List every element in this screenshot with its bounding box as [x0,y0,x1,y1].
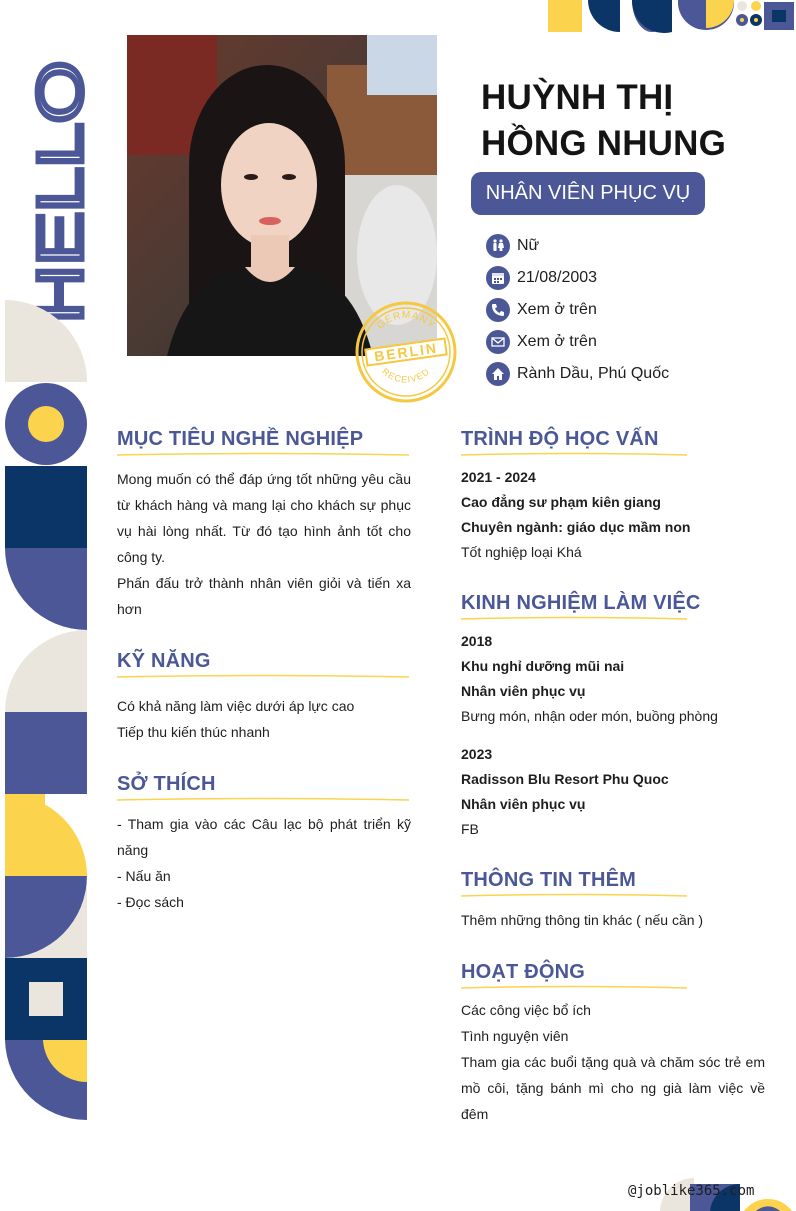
education-period: 2021 - 2024 [461,469,536,485]
hobbies-underline [117,797,409,803]
experience-job-2 [461,742,771,842]
contact-address-text: Rành Dầu, Phú Quốc [517,365,670,382]
education-school: Cao đẳng sư phạm kiên giang [461,494,661,510]
hobbies-list [117,811,411,915]
name-line-1: HUỲNH THỊ [481,78,674,117]
job-company: Radisson Blu Resort Phu Quoc [461,771,669,787]
hobby-item: - Nấu ăn [117,868,171,884]
contact-gender-text: Nữ [517,237,540,254]
activity-item: Các công việc bổ ích [461,1002,591,1018]
objective-underline [117,452,409,458]
hobby-item: - Đọc sách [117,894,184,910]
home-icon [486,362,510,386]
contact-birthday [486,265,786,291]
experience-title: KINH NGHIỆM LÀM VIỆC [461,592,701,614]
extra-text: Thêm những thông tin khác ( nếu cần ) [461,912,704,928]
skill-item: Có khả năng làm việc dưới áp lực cao [117,698,355,714]
job-description: FB [461,821,479,837]
calendar-icon [486,266,510,290]
objective-paragraph-1: Mong muốn có thể đáp ứng tốt những yêu cầu từ khách hàng và mang lại cho khách sự phục vụ hài lòng nhất. Từ đó tạo hình ảnh tốt cho công ty. [117,471,411,565]
stamp-bottom-text: RECEIVED [380,366,432,385]
activity-item: Tình nguyện viên [461,1028,569,1044]
left-decorative-strip [5,300,87,1120]
education-result: Tốt nghiệp loại Khá [461,544,582,560]
activity-item: Tham gia các buổi tặng quà và chăm sóc trẻ em mồ côi, tặng bánh mì cho ng già làm việc về đêm [461,1054,765,1122]
extra-underline [461,893,687,899]
gender-icon [486,234,510,258]
job-position: Nhân viên phục vụ [461,683,586,699]
objective-title: MỤC TIÊU NGHỀ NGHIỆP [117,428,364,450]
hello-logo [24,58,96,328]
activities-underline [461,985,687,991]
education-block [461,465,771,565]
svg-text:RECEIVED [380,366,432,384]
hobbies-title: SỞ THÍCH [117,773,216,795]
education-underline [461,452,687,458]
stamp-middle-text: BERLIN [373,339,439,365]
name-line-2: HỒNG NHUNG [481,124,727,163]
top-decorative-pattern [548,0,796,34]
contact-birthday-text: 21/08/2003 [517,269,598,286]
hobby-item: - Tham gia vào các Câu lạc bộ phát triển kỹ năng [117,816,411,858]
contact-phone-text: Xem ở trên [517,301,597,318]
education-title: TRÌNH ĐỘ HỌC VẤN [461,428,659,450]
education-major: Chuyên ngành: giáo dục mầm non [461,519,691,535]
skills-title: KỸ NĂNG [117,650,211,672]
activities-list [461,997,765,1127]
extra-title: THÔNG TIN THÊM [461,869,637,891]
contact-email-text: Xem ở trên [517,333,597,350]
contact-phone [486,297,786,323]
skills-underline [117,674,409,680]
stamp-top-text: GERMANY [375,309,438,332]
job-year: 2023 [461,746,493,762]
experience-job-1 [461,629,771,729]
berlin-stamp [352,298,460,406]
phone-icon [486,298,510,322]
skills-list [117,693,411,745]
email-icon [486,330,510,354]
contact-email [486,329,786,355]
job-description: Bưng món, nhận oder món, buồng phòng [461,708,718,724]
footer-watermark: @joblike365.com [628,1183,755,1199]
objective-text [117,466,411,622]
objective-paragraph-2: Phấn đấu trở thành nhân viên giỏi và tiến xa hơn [117,575,411,617]
job-position: Nhân viên phục vụ [461,796,586,812]
role-badge: NHÂN VIÊN PHỤC VỤ [471,172,705,215]
experience-underline [461,616,687,622]
job-company: Khu nghỉ dưỡng mũi nai [461,658,625,674]
contact-gender [486,233,786,259]
candidate-name [481,75,781,167]
activities-title: HOẠT ĐỘNG [461,961,586,983]
hello-text: HELLO [24,113,96,323]
job-year: 2018 [461,633,493,649]
contact-address [486,361,786,387]
skill-item: Tiếp thu kiến thúc nhanh [117,724,270,740]
